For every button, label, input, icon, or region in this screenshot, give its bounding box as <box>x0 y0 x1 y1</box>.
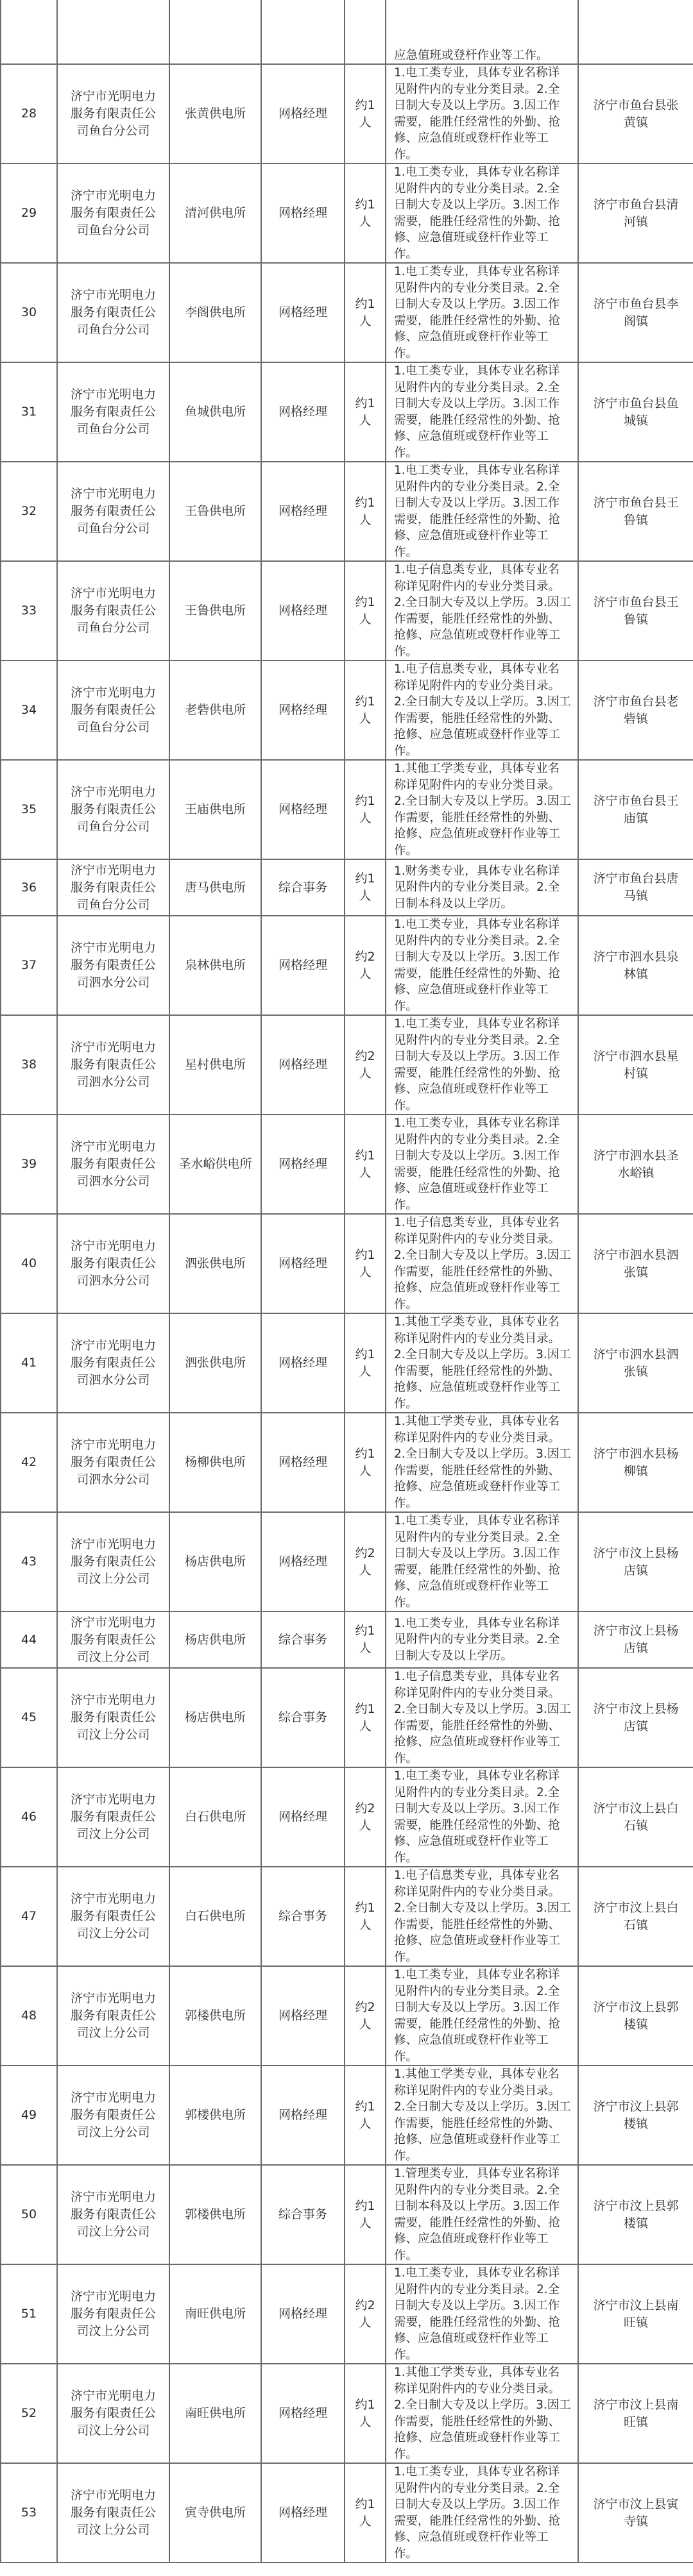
cell-no: 32 <box>1 462 57 561</box>
cell-location: 济宁市鱼台县王庙镇 <box>578 760 693 859</box>
cell-position: 网格经理 <box>261 263 345 362</box>
cell-requirement: 1.电工类专业，具体专业名称详见附件内的专业分类目录。2.全日制大专及以上学历。3.因工作需要，能胜任经常性的外勤、抢修、应急值班或登杆作业等工作。 <box>386 1015 578 1115</box>
cell-position: 网格经理 <box>261 760 345 859</box>
cell-company: 济宁市光明电力服务有限责任公司泗水分公司 <box>57 1413 169 1512</box>
cell-no: 52 <box>1 2364 57 2463</box>
cell-unit: 杨店供电所 <box>169 1612 261 1668</box>
cell-location: 济宁市泗水县泉林镇 <box>578 916 693 1015</box>
cell-requirement: 1.电工类专业，具体专业名称详见附件内的专业分类目录。2.全日制大专及以上学历。3.因工作需要，能胜任经常性的外勤、抢修、应急值班或登杆作业等工作。 <box>386 2264 578 2364</box>
cell-location: 济宁市鱼台县王鲁镇 <box>578 561 693 661</box>
cell-company: 济宁市光明电力服务有限责任公司汶上分公司 <box>57 1966 169 2066</box>
table-row <box>1 916 693 1015</box>
table-row <box>1 1015 693 1115</box>
cell-unit: 郭楼供电所 <box>169 2165 261 2264</box>
table-row <box>1 2364 693 2463</box>
cell-requirement: 应急值班或登杆作业等工作。 <box>386 0 578 64</box>
cell-requirement: 1.电子信息类专业，具体专业名称详见附件内的专业分类目录。2.全日制大专及以上学历。3.因工作需要，能胜任经常性的外勤、抢修、应急值班或登杆作业等工作。 <box>386 1214 578 1313</box>
cell-unit <box>169 0 261 64</box>
cell-no: 44 <box>1 1612 57 1668</box>
cell-count: 约1人 <box>345 2165 386 2264</box>
cell-count: 约1人 <box>345 2463 386 2563</box>
cell-requirement: 1.财务类专业，具体专业名称详见附件内的专业分类目录。2.全日制本科及以上学历。 <box>386 859 578 916</box>
cell-location: 济宁市汶上县白石镇 <box>578 1867 693 1966</box>
cell-location: 济宁市汶上县南旺镇 <box>578 2364 693 2463</box>
table-row <box>1 362 693 462</box>
cell-company: 济宁市光明电力服务有限责任公司汶上分公司 <box>57 2264 169 2364</box>
cell-count: 约2人 <box>345 1767 386 1867</box>
cell-company: 济宁市光明电力服务有限责任公司汶上分公司 <box>57 1512 169 1612</box>
table-row <box>1 1115 693 1214</box>
cell-location: 济宁市鱼台县张黄镇 <box>578 64 693 164</box>
cell-count: 约1人 <box>345 362 386 462</box>
cell-requirement: 1.电工类专业，具体专业名称详见附件内的专业分类目录。2.全日制大专及以上学历。3.因工作需要，能胜任经常性的外勤、抢修、应急值班或登杆作业等工作。 <box>386 362 578 462</box>
cell-position: 网格经理 <box>261 462 345 561</box>
cell-unit: 泉林供电所 <box>169 916 261 1015</box>
cell-company: 济宁市光明电力服务有限责任公司汶上分公司 <box>57 2463 169 2563</box>
cell-position: 网格经理 <box>261 1512 345 1612</box>
cell-no: 39 <box>1 1115 57 1214</box>
cell-requirement: 1.其他工学类专业，具体专业名称详见附件内的专业分类目录。2.全日制大专及以上学历。3.因工作需要，能胜任经常性的外勤、抢修、应急值班或登杆作业等工作。 <box>386 2364 578 2463</box>
cell-company: 济宁市光明电力服务有限责任公司汶上分公司 <box>57 2165 169 2264</box>
cell-requirement: 1.电工类专业，具体专业名称详见附件内的专业分类目录。2.全日制大专及以上学历。3.因工作需要，能胜任经常性的外勤、抢修、应急值班或登杆作业等工作。 <box>386 263 578 362</box>
cell-requirement: 1.其他工学类专业，具体专业名称详见附件内的专业分类目录。2.全日制大专及以上学历。3.因工作需要，能胜任经常性的外勤、抢修、应急值班或登杆作业等工作。 <box>386 2066 578 2165</box>
cell-location: 济宁市泗水县圣水峪镇 <box>578 1115 693 1214</box>
cell-no: 29 <box>1 164 57 263</box>
cell-unit: 杨柳供电所 <box>169 1413 261 1512</box>
cell-position: 网格经理 <box>261 1966 345 2066</box>
cell-unit: 老砦供电所 <box>169 661 261 760</box>
cell-requirement: 1.其他工学类专业，具体专业名称详见附件内的专业分类目录。2.全日制大专及以上学历。3.因工作需要，能胜任经常性的外勤、抢修、应急值班或登杆作业等工作。 <box>386 1313 578 1413</box>
table-row <box>1 1413 693 1512</box>
table-row <box>1 1668 693 1767</box>
table-row <box>1 2066 693 2165</box>
cell-unit: 南旺供电所 <box>169 2264 261 2364</box>
cell-company: 济宁市光明电力服务有限责任公司泗水分公司 <box>57 916 169 1015</box>
cell-location: 济宁市泗水县星村镇 <box>578 1015 693 1115</box>
cell-company: 济宁市光明电力服务有限责任公司汶上分公司 <box>57 2066 169 2165</box>
cell-company: 济宁市光明电力服务有限责任公司汶上分公司 <box>57 1612 169 1668</box>
cell-requirement: 1.其他工学类专业，具体专业名称详见附件内的专业分类目录。2.全日制大专及以上学历。3.因工作需要，能胜任经常性的外勤、抢修、应急值班或登杆作业等工作。 <box>386 760 578 859</box>
cell-count: 约1人 <box>345 2066 386 2165</box>
table-row <box>1 661 693 760</box>
cell-location: 济宁市汶上县杨店镇 <box>578 1512 693 1612</box>
cell-count: 约1人 <box>345 1413 386 1512</box>
cell-unit: 泗张供电所 <box>169 1313 261 1413</box>
cell-location: 济宁市泗水县泗张镇 <box>578 1313 693 1413</box>
table-row <box>1 1767 693 1867</box>
table-row <box>1 2264 693 2364</box>
cell-position: 网格经理 <box>261 1015 345 1115</box>
cell-no: 31 <box>1 362 57 462</box>
cell-position: 网格经理 <box>261 561 345 661</box>
table-row <box>1 1512 693 1612</box>
table-row <box>1 1214 693 1313</box>
cell-company: 济宁市光明电力服务有限责任公司泗水分公司 <box>57 1015 169 1115</box>
cell-position: 网格经理 <box>261 2264 345 2364</box>
cell-requirement: 1.电工类专业，具体专业名称详见附件内的专业分类目录。2.全日制大专及以上学历。3.因工作需要，能胜任经常性的外勤、抢修、应急值班或登杆作业等工作。 <box>386 64 578 164</box>
cell-position: 综合事务 <box>261 859 345 916</box>
cell-no: 28 <box>1 64 57 164</box>
cell-location: 济宁市泗水县泗张镇 <box>578 1214 693 1313</box>
cell-count: 约1人 <box>345 164 386 263</box>
cell-no: 48 <box>1 1966 57 2066</box>
cell-unit: 寅寺供电所 <box>169 2463 261 2563</box>
table-row <box>1 462 693 561</box>
cell-position: 综合事务 <box>261 1867 345 1966</box>
cell-unit: 唐马供电所 <box>169 859 261 916</box>
cell-count: 约1人 <box>345 1115 386 1214</box>
cell-position: 网格经理 <box>261 2364 345 2463</box>
cell-no: 53 <box>1 2463 57 2563</box>
cell-requirement: 1.电工类专业，具体专业名称详见附件内的专业分类目录。2.全日制大专及以上学历。3.因工作需要，能胜任经常性的外勤、抢修、应急值班或登杆作业等工作。 <box>386 1115 578 1214</box>
cell-count: 约2人 <box>345 1512 386 1612</box>
cell-unit: 圣水峪供电所 <box>169 1115 261 1214</box>
cell-location: 济宁市鱼台县李阁镇 <box>578 263 693 362</box>
cell-unit: 李阁供电所 <box>169 263 261 362</box>
table-row-continued <box>1 0 693 64</box>
cell-company: 济宁市光明电力服务有限责任公司鱼台分公司 <box>57 760 169 859</box>
cell-no: 40 <box>1 1214 57 1313</box>
table-row <box>1 1612 693 1668</box>
cell-location: 济宁市鱼台县王鲁镇 <box>578 462 693 561</box>
cell-location: 济宁市汶上县杨店镇 <box>578 1612 693 1668</box>
cell-requirement: 1.电子信息类专业，具体专业名称详见附件内的专业分类目录。2.全日制大专及以上学历。3.因工作需要，能胜任经常性的外勤、抢修、应急值班或登杆作业等工作。 <box>386 661 578 760</box>
cell-position: 网格经理 <box>261 1115 345 1214</box>
cell-count: 约1人 <box>345 661 386 760</box>
cell-requirement: 1.电子信息类专业，具体专业名称详见附件内的专业分类目录。2.全日制大专及以上学历。3.因工作需要，能胜任经常性的外勤、抢修、应急值班或登杆作业等工作。 <box>386 561 578 661</box>
cell-requirement: 1.电工类专业，具体专业名称详见附件内的专业分类目录。2.全日制大专及以上学历。3.因工作需要，能胜任经常性的外勤、抢修、应急值班或登杆作业等工作。 <box>386 462 578 561</box>
cell-location: 济宁市汶上县寅寺镇 <box>578 2463 693 2563</box>
cell-requirement: 1.电工类专业，具体专业名称详见附件内的专业分类目录。2.全日制大专及以上学历。3.因工作需要，能胜任经常性的外勤、抢修、应急值班或登杆作业等工作。 <box>386 1767 578 1867</box>
cell-count: 约2人 <box>345 2264 386 2364</box>
cell-no: 38 <box>1 1015 57 1115</box>
cell-company: 济宁市光明电力服务有限责任公司汶上分公司 <box>57 1767 169 1867</box>
cell-no: 50 <box>1 2165 57 2264</box>
cell-unit: 王庙供电所 <box>169 760 261 859</box>
cell-unit: 郭楼供电所 <box>169 1966 261 2066</box>
cell-requirement: 1.电工类专业，具体专业名称详见附件内的专业分类目录。2.全日制大专及以上学历。3.因工作需要，能胜任经常性的外勤、抢修、应急值班或登杆作业等工作。 <box>386 916 578 1015</box>
cell-requirement: 1.电工类专业，具体专业名称详见附件内的专业分类目录。2.全日制大专及以上学历。3.因工作需要，能胜任经常性的外勤、抢修、应急值班或登杆作业等工作。 <box>386 1966 578 2066</box>
cell-no: 42 <box>1 1413 57 1512</box>
cell-company: 济宁市光明电力服务有限责任公司鱼台分公司 <box>57 561 169 661</box>
cell-location: 济宁市汶上县白石镇 <box>578 1767 693 1867</box>
cell-position: 网格经理 <box>261 1313 345 1413</box>
cell-count: 约2人 <box>345 916 386 1015</box>
cell-company: 济宁市光明电力服务有限责任公司汶上分公司 <box>57 2364 169 2463</box>
cell-no: 33 <box>1 561 57 661</box>
table-row <box>1 263 693 362</box>
cell-requirement: 1.其他工学类专业，具体专业名称详见附件内的专业分类目录。2.全日制大专及以上学历。3.因工作需要，能胜任经常性的外勤、抢修、应急值班或登杆作业等工作。 <box>386 1413 578 1512</box>
cell-no <box>1 0 57 64</box>
table-row <box>1 1966 693 2066</box>
cell-count: 约2人 <box>345 1015 386 1115</box>
cell-location: 济宁市鱼台县唐马镇 <box>578 859 693 916</box>
cell-requirement: 1.管理类专业，具体专业名称详见附件内的专业分类目录。2.全日制本科及以上学历。3.因工作需要，能胜任经常性的外勤、抢修、应急值班或登杆作业等工作。 <box>386 2165 578 2264</box>
table-row <box>1 1313 693 1413</box>
cell-company: 济宁市光明电力服务有限责任公司鱼台分公司 <box>57 64 169 164</box>
cell-requirement: 1.电工类专业，具体专业名称详见附件内的专业分类目录。2.全日制大专及以上学历。3.因工作需要，能胜任经常性的外勤、抢修、应急值班或登杆作业等工作。 <box>386 2463 578 2563</box>
cell-no: 36 <box>1 859 57 916</box>
cell-count: 约1人 <box>345 263 386 362</box>
cell-unit: 郭楼供电所 <box>169 2066 261 2165</box>
cell-location: 济宁市鱼台县老砦镇 <box>578 661 693 760</box>
cell-count: 约1人 <box>345 2364 386 2463</box>
cell-position: 网格经理 <box>261 1214 345 1313</box>
cell-unit: 泗张供电所 <box>169 1214 261 1313</box>
cell-company: 济宁市光明电力服务有限责任公司鱼台分公司 <box>57 462 169 561</box>
table-row <box>1 760 693 859</box>
cell-no: 49 <box>1 2066 57 2165</box>
cell-company: 济宁市光明电力服务有限责任公司鱼台分公司 <box>57 661 169 760</box>
cell-company: 济宁市光明电力服务有限责任公司鱼台分公司 <box>57 362 169 462</box>
cell-count: 约1人 <box>345 1867 386 1966</box>
cell-position: 网格经理 <box>261 164 345 263</box>
cell-company: 济宁市光明电力服务有限责任公司鱼台分公司 <box>57 859 169 916</box>
cell-count: 约1人 <box>345 859 386 916</box>
table-bottom-spacer <box>0 2563 693 2576</box>
cell-position: 综合事务 <box>261 1612 345 1668</box>
cell-no: 51 <box>1 2264 57 2364</box>
cell-position: 综合事务 <box>261 1668 345 1767</box>
cell-unit: 白石供电所 <box>169 1867 261 1966</box>
table-row <box>1 859 693 916</box>
table-row <box>1 64 693 164</box>
cell-location: 济宁市鱼台县鱼城镇 <box>578 362 693 462</box>
cell-company: 济宁市光明电力服务有限责任公司汶上分公司 <box>57 1867 169 1966</box>
cell-location: 济宁市汶上县郭楼镇 <box>578 2066 693 2165</box>
cell-count: 约1人 <box>345 1313 386 1413</box>
cell-no: 34 <box>1 661 57 760</box>
table-row <box>1 2463 693 2563</box>
cell-company: 济宁市光明电力服务有限责任公司泗水分公司 <box>57 1115 169 1214</box>
cell-location: 济宁市汶上县郭楼镇 <box>578 1966 693 2066</box>
cell-count: 约1人 <box>345 1214 386 1313</box>
table-body <box>1 0 693 2563</box>
cell-unit: 鱼城供电所 <box>169 362 261 462</box>
table-row <box>1 561 693 661</box>
cell-no: 45 <box>1 1668 57 1767</box>
cell-position: 综合事务 <box>261 2165 345 2264</box>
cell-unit: 张黄供电所 <box>169 64 261 164</box>
cell-count: 约1人 <box>345 64 386 164</box>
cell-no: 41 <box>1 1313 57 1413</box>
cell-unit: 南旺供电所 <box>169 2364 261 2463</box>
cell-company <box>57 0 169 64</box>
cell-requirement: 1.电子信息类专业，具体专业名称详见附件内的专业分类目录。2.全日制大专及以上学历。3.因工作需要，能胜任经常性的外勤、抢修、应急值班或登杆作业等工作。 <box>386 1668 578 1767</box>
cell-position: 网格经理 <box>261 2463 345 2563</box>
cell-location: 济宁市汶上县杨店镇 <box>578 1668 693 1767</box>
cell-position: 网格经理 <box>261 916 345 1015</box>
table-row <box>1 164 693 263</box>
cell-requirement: 1.电工类专业，具体专业名称详见附件内的专业分类目录。2.全日制大专及以上学历。 <box>386 1612 578 1668</box>
cell-position <box>261 0 345 64</box>
cell-location: 济宁市鱼台县清河镇 <box>578 164 693 263</box>
cell-company: 济宁市光明电力服务有限责任公司汶上分公司 <box>57 1668 169 1767</box>
cell-unit: 杨店供电所 <box>169 1512 261 1612</box>
cell-requirement: 1.电工类专业，具体专业名称详见附件内的专业分类目录。2.全日制大专及以上学历。3.因工作需要，能胜任经常性的外勤、抢修、应急值班或登杆作业等工作。 <box>386 164 578 263</box>
cell-position: 网格经理 <box>261 1767 345 1867</box>
cell-no: 43 <box>1 1512 57 1612</box>
cell-count <box>345 0 386 64</box>
cell-count: 约1人 <box>345 462 386 561</box>
cell-unit: 星村供电所 <box>169 1015 261 1115</box>
cell-no: 37 <box>1 916 57 1015</box>
cell-count: 约1人 <box>345 561 386 661</box>
cell-no: 30 <box>1 263 57 362</box>
table-row <box>1 1867 693 1966</box>
cell-unit: 王鲁供电所 <box>169 561 261 661</box>
cell-unit: 王鲁供电所 <box>169 462 261 561</box>
cell-location: 济宁市泗水县杨柳镇 <box>578 1413 693 1512</box>
cell-company: 济宁市光明电力服务有限责任公司泗水分公司 <box>57 1214 169 1313</box>
cell-requirement: 1.电子信息类专业，具体专业名称详见附件内的专业分类目录。2.全日制大专及以上学历。3.因工作需要，能胜任经常性的外勤、抢修、应急值班或登杆作业等工作。 <box>386 1867 578 1966</box>
cell-location: 济宁市汶上县郭楼镇 <box>578 2165 693 2264</box>
cell-position: 网格经理 <box>261 661 345 760</box>
cell-position: 网格经理 <box>261 64 345 164</box>
cell-unit: 白石供电所 <box>169 1767 261 1867</box>
cell-position: 网格经理 <box>261 1413 345 1512</box>
cell-position: 网格经理 <box>261 2066 345 2165</box>
cell-company: 济宁市光明电力服务有限责任公司鱼台分公司 <box>57 164 169 263</box>
cell-no: 47 <box>1 1867 57 1966</box>
cell-location <box>578 0 693 64</box>
cell-count: 约1人 <box>345 1612 386 1668</box>
cell-unit: 清河供电所 <box>169 164 261 263</box>
cell-company: 济宁市光明电力服务有限责任公司泗水分公司 <box>57 1313 169 1413</box>
cell-no: 46 <box>1 1767 57 1867</box>
cell-count: 约1人 <box>345 760 386 859</box>
cell-unit: 杨店供电所 <box>169 1668 261 1767</box>
cell-location: 济宁市汶上县南旺镇 <box>578 2264 693 2364</box>
cell-count: 约2人 <box>345 1966 386 2066</box>
cell-requirement: 1.电工类专业，具体专业名称详见附件内的专业分类目录。2.全日制大专及以上学历。3.因工作需要，能胜任经常性的外勤、抢修、应急值班或登杆作业等工作。 <box>386 1512 578 1612</box>
cell-position: 网格经理 <box>261 362 345 462</box>
cell-company: 济宁市光明电力服务有限责任公司鱼台分公司 <box>57 263 169 362</box>
cell-count: 约1人 <box>345 1668 386 1767</box>
table-row <box>1 2165 693 2264</box>
cell-no: 35 <box>1 760 57 859</box>
